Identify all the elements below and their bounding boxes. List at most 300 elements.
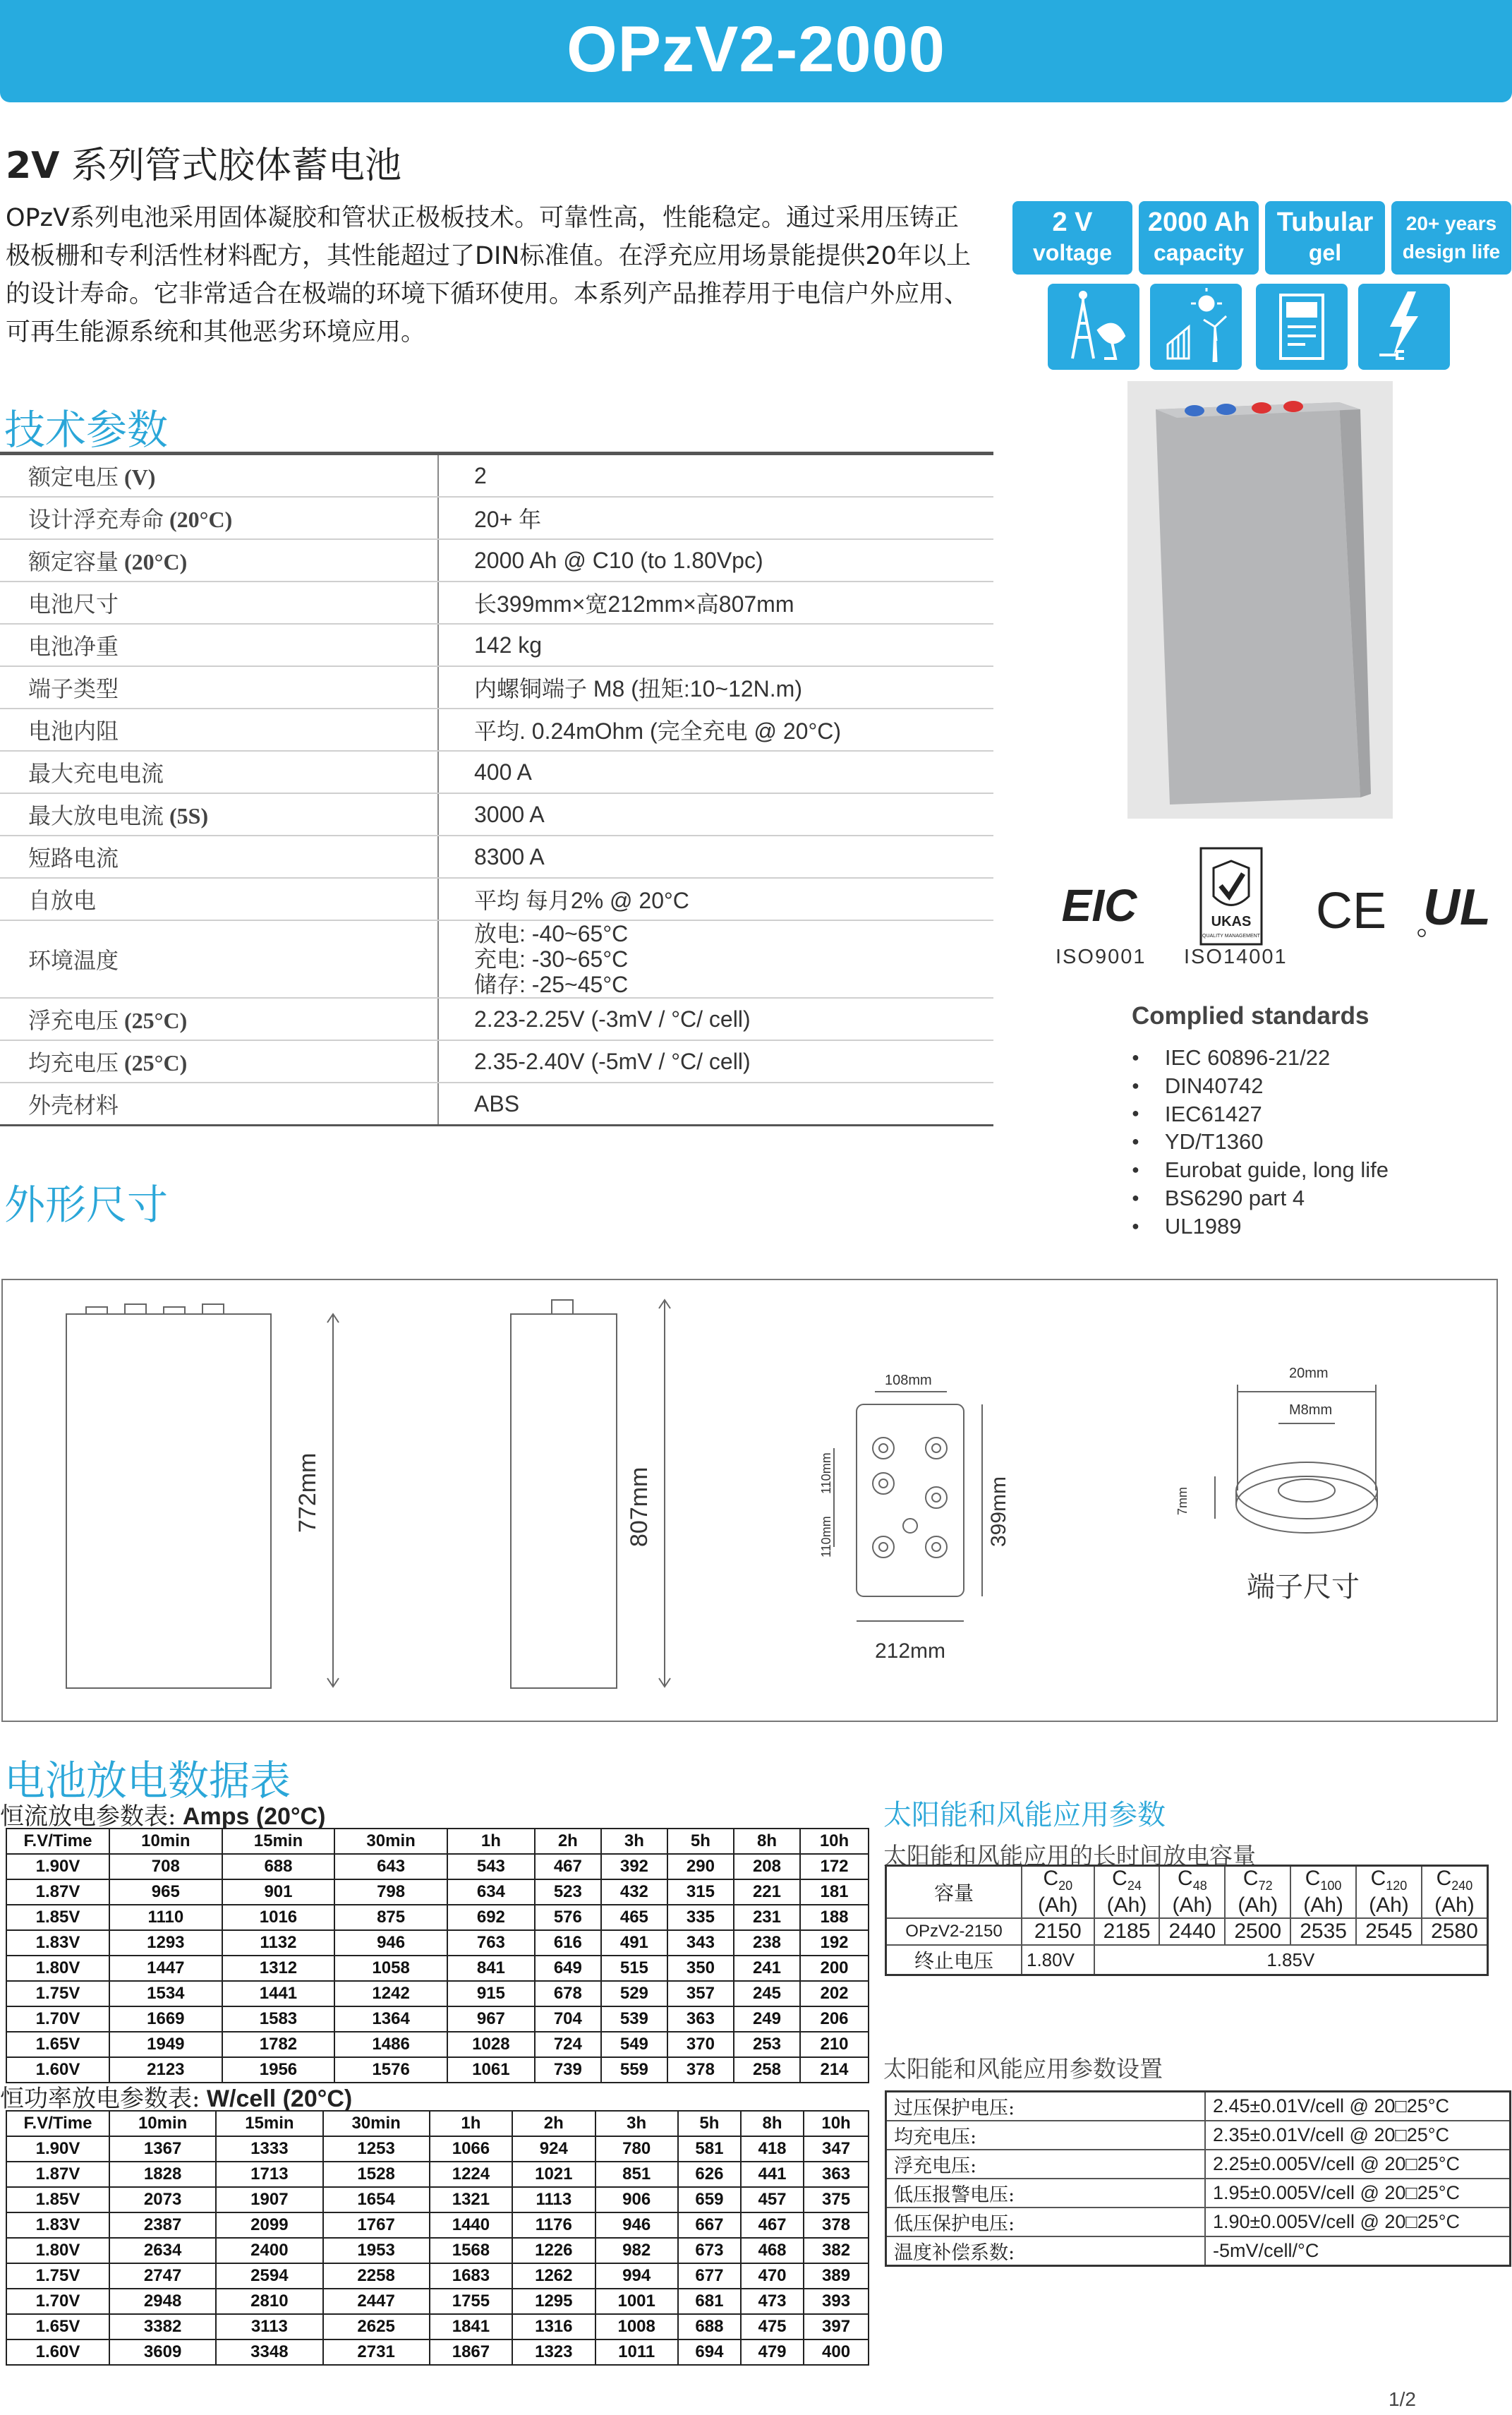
discharge-value-cell: 2634: [109, 2238, 216, 2263]
discharge-value-cell: 1841: [430, 2314, 512, 2339]
dim-pitch-2: 110mm: [819, 1516, 833, 1558]
final-voltage-cell: 1.90V: [6, 2136, 109, 2162]
discharge-value-cell: 523: [535, 1879, 601, 1905]
discharge-value-cell: 350: [667, 1956, 734, 1981]
discharge-value-cell: 688: [222, 1854, 335, 1879]
discharge-value-cell: 1262: [512, 2263, 595, 2289]
discharge-value-cell: 906: [595, 2187, 678, 2212]
setting-value: 1.90±0.005V/cell @ 20□25°C: [1205, 2208, 1511, 2236]
discharge-value-cell: 457: [741, 2187, 804, 2212]
discharge-value-cell: 1440: [430, 2212, 512, 2238]
table-row: [6, 2314, 869, 2339]
discharge-value-cell: 1447: [109, 1956, 222, 1981]
standard-item: ● YD/T1360: [1132, 1128, 1389, 1157]
badge-capacity-value: 2000 Ah: [1147, 207, 1250, 237]
final-voltage-cell: 1.90V: [6, 1854, 109, 1879]
spec-value: 20+ 年: [438, 497, 993, 539]
discharge-value-cell: 202: [800, 1981, 869, 2006]
discharge-value-cell: 678: [535, 1981, 601, 2006]
badge-design-life: [1391, 201, 1511, 275]
col-header: 1h: [447, 1829, 535, 1854]
solar-col-header: $C_{120}$ (Ah): [1356, 1866, 1422, 1919]
discharge-value-cell: 1132: [222, 1930, 335, 1956]
discharge-value-cell: 539: [601, 2006, 667, 2032]
badge-voltage-label: voltage: [1032, 240, 1113, 265]
discharge-value-cell: 694: [678, 2339, 741, 2365]
discharge-value-cell: 1767: [323, 2212, 430, 2238]
discharge-value-cell: 3609: [109, 2339, 216, 2365]
final-voltage-cell: 1.85V: [6, 2187, 109, 2212]
discharge-value-cell: 2594: [216, 2263, 322, 2289]
solar-col-header: $C_{24}$ (Ah): [1094, 1866, 1160, 1919]
discharge-value-cell: 335: [667, 1905, 734, 1930]
discharge-value-cell: 1949: [109, 2032, 222, 2057]
spec-value: 2: [438, 454, 993, 498]
standards-list: [1132, 1044, 1389, 1241]
discharge-value-cell: 549: [601, 2032, 667, 2057]
discharge-value-cell: 1312: [222, 1956, 335, 1981]
spec-key: 额定电压 (V): [0, 454, 438, 498]
discharge-value-cell: 253: [734, 2032, 800, 2057]
spec-value: ABS: [438, 1083, 993, 1126]
discharge-value-cell: 241: [734, 1956, 800, 1981]
ce-mark: [1316, 886, 1386, 935]
final-voltage-cell: 1.65V: [6, 2032, 109, 2057]
discharge-value-cell: 1669: [109, 2006, 222, 2032]
discharge-value-cell: 378: [804, 2212, 869, 2238]
discharge-value-cell: 479: [741, 2339, 804, 2365]
discharge-value-cell: 634: [447, 1879, 535, 1905]
discharge-value-cell: 290: [667, 1854, 734, 1879]
discharge-value-cell: 1316: [512, 2314, 595, 2339]
discharge-value-cell: 3348: [216, 2339, 322, 2365]
final-voltage-cell: 1.87V: [6, 1879, 109, 1905]
section-title-discharge: 电池放电数据表: [4, 1757, 291, 1805]
badge-tubular-value: Tubular: [1276, 207, 1374, 237]
discharge-value-cell: 673: [678, 2238, 741, 2263]
final-voltage-cell: 1.80V: [6, 2238, 109, 2263]
discharge-value-cell: 2099: [216, 2212, 322, 2238]
discharge-value-cell: 393: [804, 2289, 869, 2314]
discharge-value-cell: 576: [535, 1905, 601, 1930]
setting-row: [886, 2121, 1511, 2150]
discharge-value-cell: 208: [734, 1854, 800, 1879]
table-row: [6, 2032, 869, 2057]
discharge-value-cell: 2810: [216, 2289, 322, 2314]
amps-table: [6, 1828, 869, 2083]
discharge-value-cell: 210: [800, 2032, 869, 2057]
final-voltage-cell: 1.70V: [6, 2006, 109, 2032]
discharge-value-cell: 441: [741, 2162, 804, 2187]
discharge-value-cell: 1534: [109, 1981, 222, 2006]
spec-value: 2.23-2.25V (-3mV / °C/ cell): [438, 998, 993, 1040]
dim-terminal-m8: M8mm: [1289, 1402, 1333, 1418]
setting-key: 低压保护电压:: [886, 2208, 1206, 2236]
solar-value: 2440: [1159, 1918, 1225, 1945]
end-voltage-c20: 1.80V: [1022, 1945, 1094, 1975]
spec-row: [0, 998, 993, 1040]
discharge-value-cell: 681: [678, 2289, 741, 2314]
final-voltage-cell: 1.75V: [6, 2263, 109, 2289]
discharge-value-cell: 915: [447, 1981, 535, 2006]
discharge-value-cell: 1058: [334, 1956, 447, 1981]
discharge-value-cell: 315: [667, 1879, 734, 1905]
end-voltage-rest: 1.85V: [1094, 1945, 1488, 1975]
amps-table-title: 恒流放电参数表: Amps (20°C): [0, 1802, 326, 1831]
table-row: [6, 1905, 869, 1930]
final-voltage-cell: 1.65V: [6, 2314, 109, 2339]
solar-value: 2500: [1225, 1918, 1290, 1945]
spec-key: 设计浮充寿命 (20°C): [0, 497, 438, 539]
meter-cabinet-icon: [1256, 284, 1348, 370]
spec-value: 3000 A: [438, 793, 993, 836]
discharge-value-cell: 363: [667, 2006, 734, 2032]
dim-terminal-7: 7mm: [1175, 1487, 1190, 1515]
spec-key: 最大充电电流: [0, 751, 438, 793]
spec-row: [0, 878, 993, 920]
badge-tubular-label: gel: [1308, 240, 1342, 265]
setting-key: 低压报警电压:: [886, 2179, 1206, 2208]
badge-voltage-value: 2 V: [1052, 207, 1093, 237]
spec-value: 2.35-2.40V (-5mV / °C/ cell): [438, 1040, 993, 1083]
discharge-value-cell: 375: [804, 2187, 869, 2212]
table-row: [6, 2212, 869, 2238]
discharge-value-cell: 1486: [334, 2032, 447, 2057]
solar-value: 2535: [1290, 1918, 1356, 1945]
discharge-value-cell: 1321: [430, 2187, 512, 2212]
setting-key: 过压保护电压:: [886, 2092, 1206, 2121]
discharge-value-cell: 172: [800, 1854, 869, 1879]
discharge-value-cell: 1011: [595, 2339, 678, 2365]
discharge-value-cell: 2073: [109, 2187, 216, 2212]
spec-value: 内螺铜端子 M8 (扭矩:10~12N.m): [438, 666, 993, 709]
discharge-value-cell: 677: [678, 2263, 741, 2289]
spec-row: [0, 793, 993, 836]
discharge-value-cell: 901: [222, 1879, 335, 1905]
discharge-value-cell: 470: [741, 2263, 804, 2289]
setting-row: [886, 2179, 1511, 2208]
ul-mark: [1415, 882, 1499, 939]
table-row: [6, 2339, 869, 2365]
setting-row: [886, 2150, 1511, 2179]
capacity-label: 容量: [886, 1866, 1022, 1919]
discharge-value-cell: 245: [734, 1981, 800, 2006]
spec-value: 8300 A: [438, 836, 993, 878]
discharge-value-cell: 643: [334, 1854, 447, 1879]
eic-logo: [1050, 882, 1149, 932]
spec-key: 电池尺寸: [0, 582, 438, 624]
final-voltage-cell: 1.85V: [6, 1905, 109, 1930]
spec-row: [0, 624, 993, 666]
discharge-value-cell: 739: [535, 2057, 601, 2083]
solar-end-voltage-row: [886, 1945, 1488, 1975]
spec-row: [0, 1040, 993, 1083]
spec-key: 电池内阻: [0, 709, 438, 751]
discharge-value-cell: 2948: [109, 2289, 216, 2314]
discharge-value-cell: 258: [734, 2057, 800, 2083]
discharge-value-cell: 581: [678, 2136, 741, 2162]
page-number: 1/2: [1389, 2388, 1416, 2410]
solar-col-header: $C_{100}$ (Ah): [1290, 1866, 1356, 1919]
final-voltage-cell: 1.80V: [6, 1956, 109, 1981]
discharge-value-cell: 559: [601, 2057, 667, 2083]
setting-value: -5mV/cell/°C: [1205, 2236, 1511, 2266]
iso9001-label: ISO9001: [1056, 946, 1147, 968]
standard-item: ● BS6290 part 4: [1132, 1185, 1389, 1213]
discharge-value-cell: 1568: [430, 2238, 512, 2263]
discharge-value-cell: 924: [512, 2136, 595, 2162]
product-subtitle: [6, 135, 401, 188]
solar-wind-icon: [1150, 284, 1242, 370]
col-header: 15min: [222, 1829, 335, 1854]
discharge-value-cell: 2731: [323, 2339, 430, 2365]
discharge-value-cell: 382: [804, 2238, 869, 2263]
discharge-value-cell: 3382: [109, 2314, 216, 2339]
telecom-tower-satellite-icon: [1048, 284, 1139, 370]
col-header: 5h: [667, 1829, 734, 1854]
discharge-value-cell: 491: [601, 1930, 667, 1956]
discharge-value-cell: 2258: [323, 2263, 430, 2289]
discharge-value-cell: 1110: [109, 1905, 222, 1930]
discharge-value-cell: 982: [595, 2238, 678, 2263]
discharge-value-cell: 798: [334, 1879, 447, 1905]
discharge-value-cell: 626: [678, 2162, 741, 2187]
discharge-value-cell: 780: [595, 2136, 678, 2162]
spec-value: 平均 每月2% @ 20°C: [438, 878, 993, 920]
discharge-value-cell: 616: [535, 1930, 601, 1956]
discharge-value-cell: 1583: [222, 2006, 335, 2032]
discharge-value-cell: 357: [667, 1981, 734, 2006]
discharge-value-cell: 515: [601, 1956, 667, 1981]
discharge-value-cell: 667: [678, 2212, 741, 2238]
final-voltage-cell: 1.83V: [6, 1930, 109, 1956]
ukas-logo-text: UKAS: [1211, 914, 1252, 929]
discharge-value-cell: 1956: [222, 2057, 335, 2083]
discharge-value-cell: 1066: [430, 2136, 512, 2162]
spec-key: 短路电流: [0, 836, 438, 878]
standard-item: ● IEC61427: [1132, 1101, 1389, 1129]
discharge-value-cell: 3113: [216, 2314, 322, 2339]
final-voltage-cell: 1.87V: [6, 2162, 109, 2187]
discharge-value-cell: 1907: [216, 2187, 322, 2212]
discharge-value-cell: 1654: [323, 2187, 430, 2212]
spec-key: 端子类型: [0, 666, 438, 709]
spec-row: [0, 454, 993, 498]
setting-key: 温度补偿系数:: [886, 2236, 1206, 2266]
setting-value: 2.25±0.005V/cell @ 20□25°C: [1205, 2150, 1511, 2179]
discharge-value-cell: 1683: [430, 2263, 512, 2289]
discharge-value-cell: 649: [535, 1956, 601, 1981]
spec-key: 均充电压 (25°C): [0, 1040, 438, 1083]
spec-row: [0, 666, 993, 709]
eic-logo-text: EIC: [1061, 882, 1137, 931]
col-header: 15min: [216, 2111, 322, 2136]
setting-value: 2.45±0.01V/cell @ 20□25°C: [1205, 2092, 1511, 2121]
setting-value: 2.35±0.01V/cell @ 20□25°C: [1205, 2121, 1511, 2150]
discharge-value-cell: 1441: [222, 1981, 335, 2006]
spec-row: [0, 709, 993, 751]
col-header: 30min: [334, 1829, 447, 1854]
discharge-value-cell: 1713: [216, 2162, 322, 2187]
col-header: F.V/Time: [6, 1829, 109, 1854]
spec-key: 浮充电压 (25°C): [0, 998, 438, 1040]
spec-key: 额定容量 (20°C): [0, 539, 438, 582]
spec-row: [0, 920, 993, 998]
col-header: 10min: [109, 1829, 222, 1854]
spec-value: 平均. 0.24mOhm (完全充电 @ 20°C): [438, 709, 993, 751]
discharge-value-cell: 1364: [334, 2006, 447, 2032]
setting-key: 浮充电压:: [886, 2150, 1206, 2179]
discharge-value-cell: 965: [109, 1879, 222, 1905]
battery-photo: [1127, 381, 1393, 819]
discharge-value-cell: 389: [804, 2263, 869, 2289]
discharge-value-cell: 2123: [109, 2057, 222, 2083]
solar-value-row: [886, 1918, 1488, 1945]
final-voltage-cell: 1.60V: [6, 2339, 109, 2365]
section-title-tech-params: 技术参数: [4, 406, 169, 454]
solar-header-row: [886, 1866, 1488, 1919]
discharge-value-cell: 1295: [512, 2289, 595, 2314]
discharge-value-cell: 2400: [216, 2238, 322, 2263]
table-row: [6, 2136, 869, 2162]
spec-row: [0, 539, 993, 582]
table-row: [6, 1854, 869, 1879]
dim-terminal-20: 20mm: [1289, 1366, 1329, 1381]
solar-value: 2150: [1022, 1918, 1094, 1945]
discharge-value-cell: 249: [734, 2006, 800, 2032]
discharge-value-cell: 724: [535, 2032, 601, 2057]
col-header: 3h: [601, 1829, 667, 1854]
badge-voltage: [1012, 201, 1132, 275]
discharge-value-cell: 1224: [430, 2162, 512, 2187]
spec-value: 放电: -40~65°C 充电: -30~65°C 储存: -25~45°C: [438, 920, 993, 998]
discharge-value-cell: 1953: [323, 2238, 430, 2263]
discharge-value-cell: 231: [734, 1905, 800, 1930]
ce-mark-text: CE: [1316, 886, 1386, 935]
standard-item: ● IEC 60896-21/22: [1132, 1044, 1389, 1073]
col-header: 10h: [800, 1829, 869, 1854]
solar-col-header: $C_{240}$ (Ah): [1422, 1866, 1488, 1919]
discharge-value-cell: 467: [535, 1854, 601, 1879]
discharge-value-cell: 465: [601, 1905, 667, 1930]
solar-capacity-subtitle: 太阳能和风能应用的长时间放电容量: [883, 1842, 1256, 1869]
ul-mark-text: UL: [1423, 882, 1491, 936]
discharge-value-cell: 206: [800, 2006, 869, 2032]
dim-height-772: 772mm: [294, 1452, 321, 1533]
discharge-value-cell: 1028: [447, 2032, 535, 2057]
table-row: [6, 2187, 869, 2212]
discharge-value-cell: 1253: [323, 2136, 430, 2162]
spec-key: 外壳材料: [0, 1083, 438, 1126]
watts-header-row: [6, 2111, 869, 2136]
discharge-value-cell: 1021: [512, 2162, 595, 2187]
discharge-value-cell: 1176: [512, 2212, 595, 2238]
spec-row: [0, 497, 993, 539]
badge-life-label: design life: [1402, 241, 1501, 263]
solar-col-header: $C_{48}$ (Ah): [1159, 1866, 1225, 1919]
discharge-value-cell: 370: [667, 2032, 734, 2057]
discharge-value-cell: 688: [678, 2314, 741, 2339]
solar-value: 2580: [1422, 1918, 1488, 1945]
badge-life-value: 20+ years: [1405, 212, 1497, 234]
col-header: 30min: [323, 2111, 430, 2136]
spec-row: [0, 1083, 993, 1126]
discharge-value-cell: 704: [535, 2006, 601, 2032]
discharge-value-cell: 347: [804, 2136, 869, 2162]
solar-value: 2185: [1094, 1918, 1160, 1945]
spec-value: 142 kg: [438, 624, 993, 666]
watts-table: [6, 2110, 869, 2366]
final-voltage-cell: 1.83V: [6, 2212, 109, 2238]
setting-row: [886, 2092, 1511, 2121]
standards-title: Complied standards: [1132, 1002, 1369, 1030]
solar-title: 太阳能和风能应用参数: [883, 1799, 1166, 1831]
amps-header-row: [6, 1829, 869, 1854]
spec-key: 环境温度: [0, 920, 438, 998]
standard-item: ● DIN40742: [1132, 1073, 1389, 1101]
solar-settings-subtitle: 太阳能和风能应用参数设置: [883, 2055, 1163, 2083]
col-header: F.V/Time: [6, 2111, 109, 2136]
discharge-value-cell: 392: [601, 1854, 667, 1879]
discharge-value-cell: 181: [800, 1879, 869, 1905]
discharge-value-cell: 1576: [334, 2057, 447, 2083]
spec-key: 自放电: [0, 878, 438, 920]
discharge-value-cell: 432: [601, 1879, 667, 1905]
setting-row: [886, 2208, 1511, 2236]
discharge-value-cell: 1828: [109, 2162, 216, 2187]
dim-pitch-1: 110mm: [819, 1452, 833, 1494]
discharge-value-cell: 708: [109, 1854, 222, 1879]
discharge-value-cell: 2447: [323, 2289, 430, 2314]
badge-capacity-label: capacity: [1153, 240, 1245, 265]
dim-length-399: 399mm: [987, 1476, 1010, 1547]
discharge-value-cell: 1755: [430, 2289, 512, 2314]
discharge-value-cell: 1001: [595, 2289, 678, 2314]
discharge-value-cell: 946: [334, 1930, 447, 1956]
solar-capacity-table: [885, 1865, 1489, 1976]
terminal-caption: 端子尺寸: [1247, 1571, 1360, 1603]
discharge-value-cell: 1323: [512, 2339, 595, 2365]
lightning-plug-icon: [1358, 284, 1450, 370]
discharge-value-cell: 468: [741, 2238, 804, 2263]
watts-table-title: 恒功率放电参数表: W/cell (20°C): [0, 2085, 353, 2113]
discharge-value-cell: 1333: [216, 2136, 322, 2162]
discharge-value-cell: 1782: [222, 2032, 335, 2057]
discharge-value-cell: 875: [334, 1905, 447, 1930]
final-voltage-cell: 1.60V: [6, 2057, 109, 2083]
solar-settings-table: [885, 2090, 1511, 2267]
spec-value: 400 A: [438, 751, 993, 793]
final-voltage-cell: 1.70V: [6, 2289, 109, 2314]
discharge-value-cell: 200: [800, 1956, 869, 1981]
dim-width-212: 212mm: [875, 1639, 946, 1663]
solar-model: OPzV2-2150: [886, 1918, 1022, 1945]
discharge-value-cell: 946: [595, 2212, 678, 2238]
discharge-value-cell: 467: [741, 2212, 804, 2238]
final-voltage-cell: 1.75V: [6, 1981, 109, 2006]
discharge-value-cell: 475: [741, 2314, 804, 2339]
iso14001-label: ISO14001: [1184, 946, 1288, 968]
discharge-value-cell: 967: [447, 2006, 535, 2032]
discharge-value-cell: 238: [734, 1930, 800, 1956]
spec-key: 最大放电电流 (5S): [0, 793, 438, 836]
discharge-value-cell: 1061: [447, 2057, 535, 2083]
end-voltage-label: 终止电压: [886, 1945, 1022, 1975]
solar-col-header: $C_{20}$ (Ah): [1022, 1866, 1094, 1919]
discharge-value-cell: 1008: [595, 2314, 678, 2339]
spec-row: [0, 582, 993, 624]
table-row: [6, 1981, 869, 2006]
